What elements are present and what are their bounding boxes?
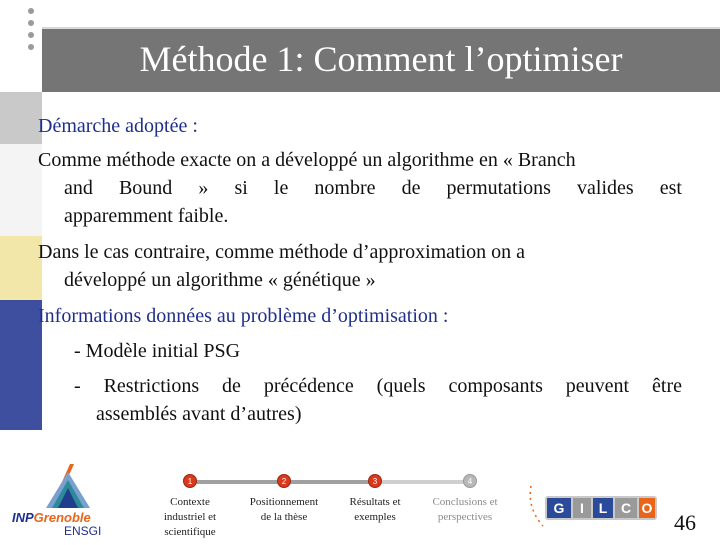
step-2-dot[interactable]: 2: [277, 474, 291, 488]
gilco-letter: L: [598, 500, 608, 516]
step-4-label[interactable]: [420, 495, 510, 525]
step-label-line: de la thèse: [260, 511, 308, 523]
gilco-letter: O: [641, 500, 653, 516]
step-label-line: Contexte: [170, 496, 210, 508]
gilco-letter: C: [620, 500, 632, 516]
step-label-line: Positionnement: [249, 496, 319, 508]
text-line: - Restrictions de précédence (quels composants peuvent être: [74, 375, 682, 397]
text-line: développé un algorithme « génétique »: [64, 269, 376, 291]
step-1-label[interactable]: [145, 495, 235, 540]
step-1-dot[interactable]: 1: [183, 474, 197, 488]
gilco-letter: I: [580, 500, 584, 516]
step-2-label[interactable]: [239, 495, 329, 525]
decor-dot: [28, 32, 34, 38]
decor-dot: [28, 44, 34, 50]
bullet-restrictions: [74, 372, 682, 428]
paragraph-branch-bound: [38, 146, 682, 230]
grenoble-text: Grenoble: [33, 510, 91, 525]
step-label-line: Conclusions et: [432, 496, 498, 508]
decor-bar-yellow: [0, 236, 42, 300]
page-number: 46: [674, 510, 696, 535]
decor-bar-grey: [0, 92, 42, 144]
slide-title: Méthode 1: Comment l’optimiser: [139, 39, 623, 79]
decor-bar-light: [0, 144, 42, 236]
text-line: assemblés avant d’autres): [96, 403, 302, 425]
decor-dot: [28, 20, 34, 26]
inp-grenoble-logo: [8, 458, 108, 540]
ensgi-text: ENSGI: [64, 524, 102, 538]
paragraph-genetique: [38, 238, 682, 294]
decor-bar-blue: [0, 300, 42, 430]
step-label-line: perspectives: [437, 511, 493, 523]
step-3-dot[interactable]: 3: [368, 474, 382, 488]
step-3-label[interactable]: [330, 495, 420, 525]
step-label-line: exemples: [354, 511, 396, 523]
step-label-line: industriel et: [163, 511, 217, 523]
heading-demarche: Démarche adoptée :: [38, 115, 198, 137]
decor-dot: [28, 8, 34, 14]
inp-text: INP: [12, 510, 34, 525]
step-4-dot[interactable]: 4: [463, 474, 477, 488]
text-line: apparemment faible.: [64, 205, 229, 227]
progress-track: [185, 480, 475, 484]
step-label-line: Résultats et: [349, 496, 401, 508]
step-label-line: scientifique: [164, 526, 216, 538]
bullet-modele: - Modèle initial PSG: [74, 340, 241, 362]
text-line: and Bound » si le nombre de permutations valides est: [64, 177, 682, 199]
text-line: Comme méthode exacte on a développé un algorithme en « Branch: [38, 149, 576, 171]
gilco-letter: G: [553, 500, 565, 516]
heading-informations: Informations données au problème d’optimisation :: [38, 305, 449, 327]
decor-dots: [28, 8, 38, 56]
text-line: Dans le cas contraire, comme méthode d’approximation on a: [38, 241, 526, 263]
gilco-logo: [525, 478, 665, 533]
